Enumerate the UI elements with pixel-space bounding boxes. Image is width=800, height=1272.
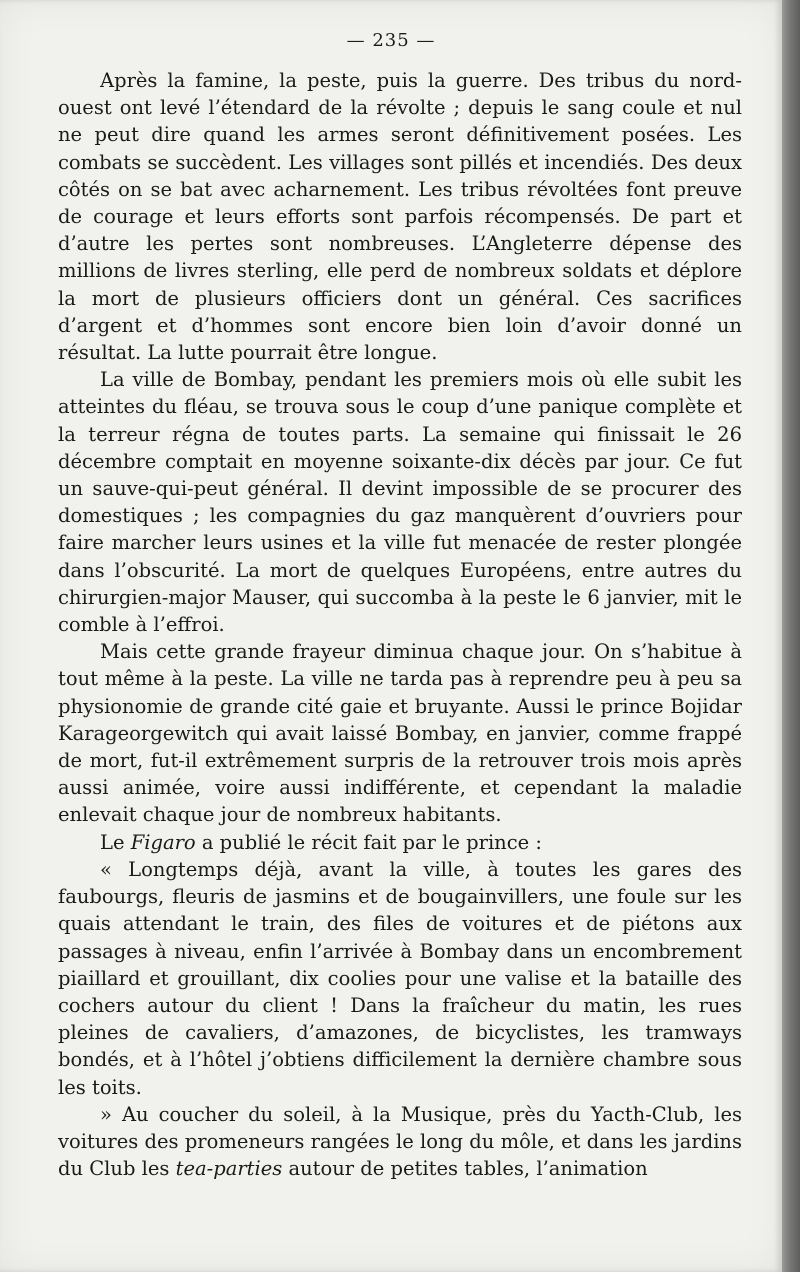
figaro-text-after: a publié le récit fait par le prince : (195, 830, 542, 854)
sunset-text-before: » Au coucher du soleil, à la Musique, près du Yacth-Club, les voitures des promeneurs rangées le long du môle, et dans les jardins du Club les (58, 1102, 742, 1181)
paragraph-quote-arrival: « Longtemps déjà, avant la ville, à toutes les gares des faubourgs, fleuris de jasmins et de bougainvillers, une foule sur les quais attendant le train, des files de voitures et de piétons aux passages à niveau, enfin l’arrivée à Bombay dans un encombrement piaillard et grouillant, dix coolies pour une valise et la bataille des cochers autour du client ! Dans la fraîcheur du matin, les rues pleines de cavaliers, d’amazones, de bicyclistes, les tramways bondés, et à l’hôtel j’obtiens difficilement la dernière chambre sous les toits. (58, 857, 742, 1099)
figaro-title: Figaro (130, 830, 196, 854)
paragraph-fear-diminished: Mais cette grande frayeur diminua chaque jour. On s’habitue à tout même à la peste. La ville ne tarda pas à reprendre peu à peu sa physionomie de grande cité gaie et bruyante. Aussi le prince Bojidar Karageorgewitch qui avait laissé Bombay, en janvier, comme frappé de mort, fut-il extrêmement surpris de la retrouver trois mois après aussi animée, voire aussi indifférente, et cependant la maladie enlevait chaque jour de nombreux habitants. (58, 640, 742, 827)
tea-parties-term: tea-parties (175, 1157, 283, 1181)
page-edge-shadow (782, 0, 800, 1272)
paragraph-bombay-panic: La ville de Bombay, pendant les premiers mois où elle subit les atteintes du fléau, se trouva sous le coup d’une panique complète et la terreur régna de toutes parts. La semaine qui finissait le 26 décembre comptait en moyenne soixante-dix décès par jour. Ce fut un sauve-qui-peut général. Il devint impossible de se procurer des domestiques ; les compagnies du gaz manquèrent d’ouvriers pour faire marcher leurs usines et la ville fut menacée de rester plongée dans l’obscurité. La mort de quelques Européens, entre autres du chirurgien-major Mauser, qui succomba à la peste le 6 janvier, mit le comble à l’effroi. (58, 368, 742, 637)
sunset-text-after: autour de petites tables, l’animation (282, 1157, 648, 1181)
paragraph-quote-sunset (58, 1101, 742, 1183)
page-number: — 235 — (346, 30, 436, 51)
page-body (58, 67, 742, 1182)
paragraph-figaro (58, 829, 742, 856)
paragraph-famine: Après la famine, la peste, puis la guerre. Des tribus du nord-ouest ont levé l’étendard de la révolte ; depuis le sang coule et nul ne peut dire quand les armes seront définitivement posées. Les combats se succèdent. Les villages sont pillés et incendiés. Des deux côtés on se bat avec acharnement. Les tribus révoltées font preuve de courage et leurs efforts sont parfois récompensés. De part et d’autre les pertes sont nombreuses. L’Angleterre dépense des millions de livres sterling, elle perd de nombreux soldats et déplore la mort de plusieurs officiers dont un général. Ces sacrifices d’argent et d’hommes sont encore bien loin d’avoir donné un résultat. La lutte pourrait être longue. (58, 69, 742, 365)
figaro-text-before: Le (100, 830, 131, 854)
